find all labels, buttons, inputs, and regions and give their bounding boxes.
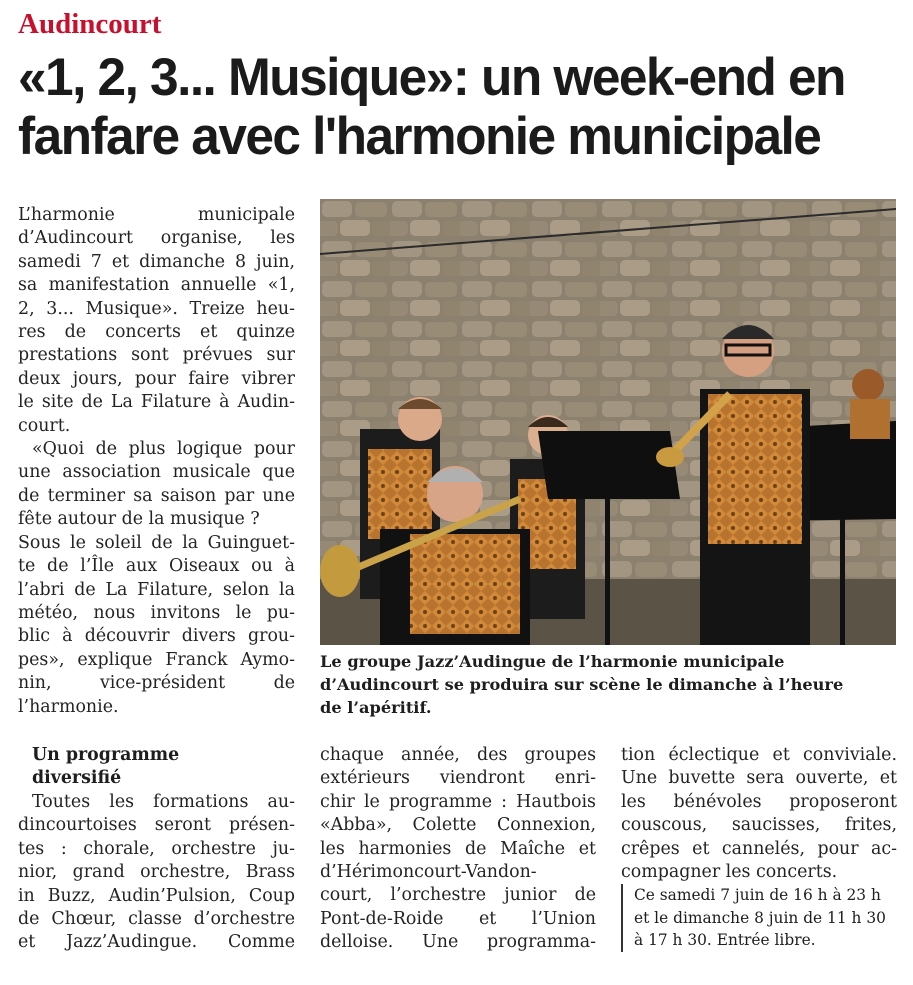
photo-caption	[320, 650, 896, 719]
caption-line: de l’apéritif.	[320, 698, 432, 717]
text-line: d’Hérimoncourt-Vandon-	[320, 862, 537, 883]
text-line: l’harmonie.	[18, 696, 119, 717]
subhead-line: Un programme	[32, 745, 180, 765]
article-headline	[18, 48, 876, 166]
text-line: couscous, saucisses, frites,	[621, 815, 897, 836]
text-line: Pont-de-Roide et l’Union	[320, 908, 596, 929]
text-line: nin, vice-président de	[18, 673, 295, 694]
text-line: compagner les concerts.	[621, 862, 838, 883]
text-line: une association musicale que	[18, 462, 295, 483]
section-kicker: Audincourt	[18, 8, 162, 40]
info-line: et le dimanche 8 juin de 11 h 30	[634, 908, 886, 927]
text-line: samedi 7 et dimanche 8 juin,	[18, 251, 295, 272]
headline-line: «1, 2, 3... Musique»: un week-end en	[18, 48, 845, 107]
text-line: extérieurs viendront enri-	[320, 768, 596, 789]
text-line: tes : chorale, orchestre ju-	[18, 838, 295, 859]
text-line: chaque année, des groupes	[320, 745, 596, 765]
text-line: L’harmonie municipale	[18, 205, 295, 225]
column-1	[18, 791, 295, 955]
info-line: Ce samedi 7 juin de 16 h à 23 h	[634, 886, 881, 904]
subhead-line: diversifié	[32, 768, 122, 788]
text-line: sa manifestation annuelle «1,	[18, 275, 295, 296]
column-2	[320, 744, 596, 955]
text-line: les bénévoles proposeront	[621, 791, 897, 812]
headline-line: fanfare avec l'harmonie municipale	[18, 107, 821, 166]
info-line: à 17 h 30. Entrée libre.	[634, 931, 816, 950]
text-line: court, l’orchestre junior de	[320, 885, 596, 906]
text-line: delloise. Une programma-	[320, 932, 596, 953]
text-line: crêpes et cannelés, pour ac-	[621, 838, 897, 859]
text-line: res de concerts et quinze	[18, 322, 295, 343]
text-line: l’abri de La Filature, selon la	[18, 579, 295, 600]
text-line: de Chœur, classe d’orchestre	[18, 909, 295, 930]
caption-line: d’Audincourt se produira sur scène le dimanche à l’heure	[320, 675, 844, 694]
text-line: 2, 3... Musique». Treize heu-	[18, 298, 295, 319]
text-line: prestations sont prévues sur	[18, 345, 295, 366]
text-line: in Buzz, Audin’Pulsion, Coup	[18, 885, 295, 906]
event-info-box	[621, 884, 896, 952]
text-line: te de l’Île aux Oiseaux ou à	[18, 556, 295, 577]
text-line: «Abba», Colette Connexion,	[320, 815, 596, 836]
caption-line: Le groupe Jazz’Audingue de l’harmonie municipale	[320, 652, 785, 671]
text-line: d’Audincourt organise, les	[18, 228, 295, 249]
intro-paragraphs	[18, 204, 295, 719]
text-line: pes», explique Franck Aymo-	[18, 649, 295, 670]
text-line: les harmonies de Maîche et	[320, 838, 596, 859]
section-subhead	[32, 744, 179, 790]
text-line: et Jazz’Audingue. Comme	[18, 932, 295, 953]
text-line: «Quoi de plus logique pour	[32, 439, 295, 460]
text-line: le site de La Filature à Audin-	[18, 392, 295, 413]
text-line: court.	[18, 415, 71, 436]
text-line: chir le programme : Hautbois	[320, 791, 596, 812]
text-line: dincourtoises seront présen-	[18, 815, 295, 836]
text-line: Toutes les formations au-	[32, 792, 295, 812]
text-line: météo, nous invitons le pu-	[18, 602, 295, 623]
column-3	[621, 744, 897, 884]
band-photo	[320, 199, 896, 645]
band-photo-illustration	[320, 199, 896, 645]
text-line: deux jours, pour faire vibrer	[18, 368, 295, 389]
text-line: Sous le soleil de la Guinguet-	[18, 532, 295, 553]
text-line: blic à découvrir divers grou-	[18, 626, 295, 647]
text-line: tion éclectique et conviviale.	[621, 745, 897, 765]
text-line: de terminer sa saison par une	[18, 485, 295, 506]
text-line: nior, grand orchestre, Brass	[18, 862, 295, 883]
text-line: fête autour de la musique ?	[18, 509, 260, 530]
text-line: Une buvette sera ouverte, et	[621, 768, 897, 789]
